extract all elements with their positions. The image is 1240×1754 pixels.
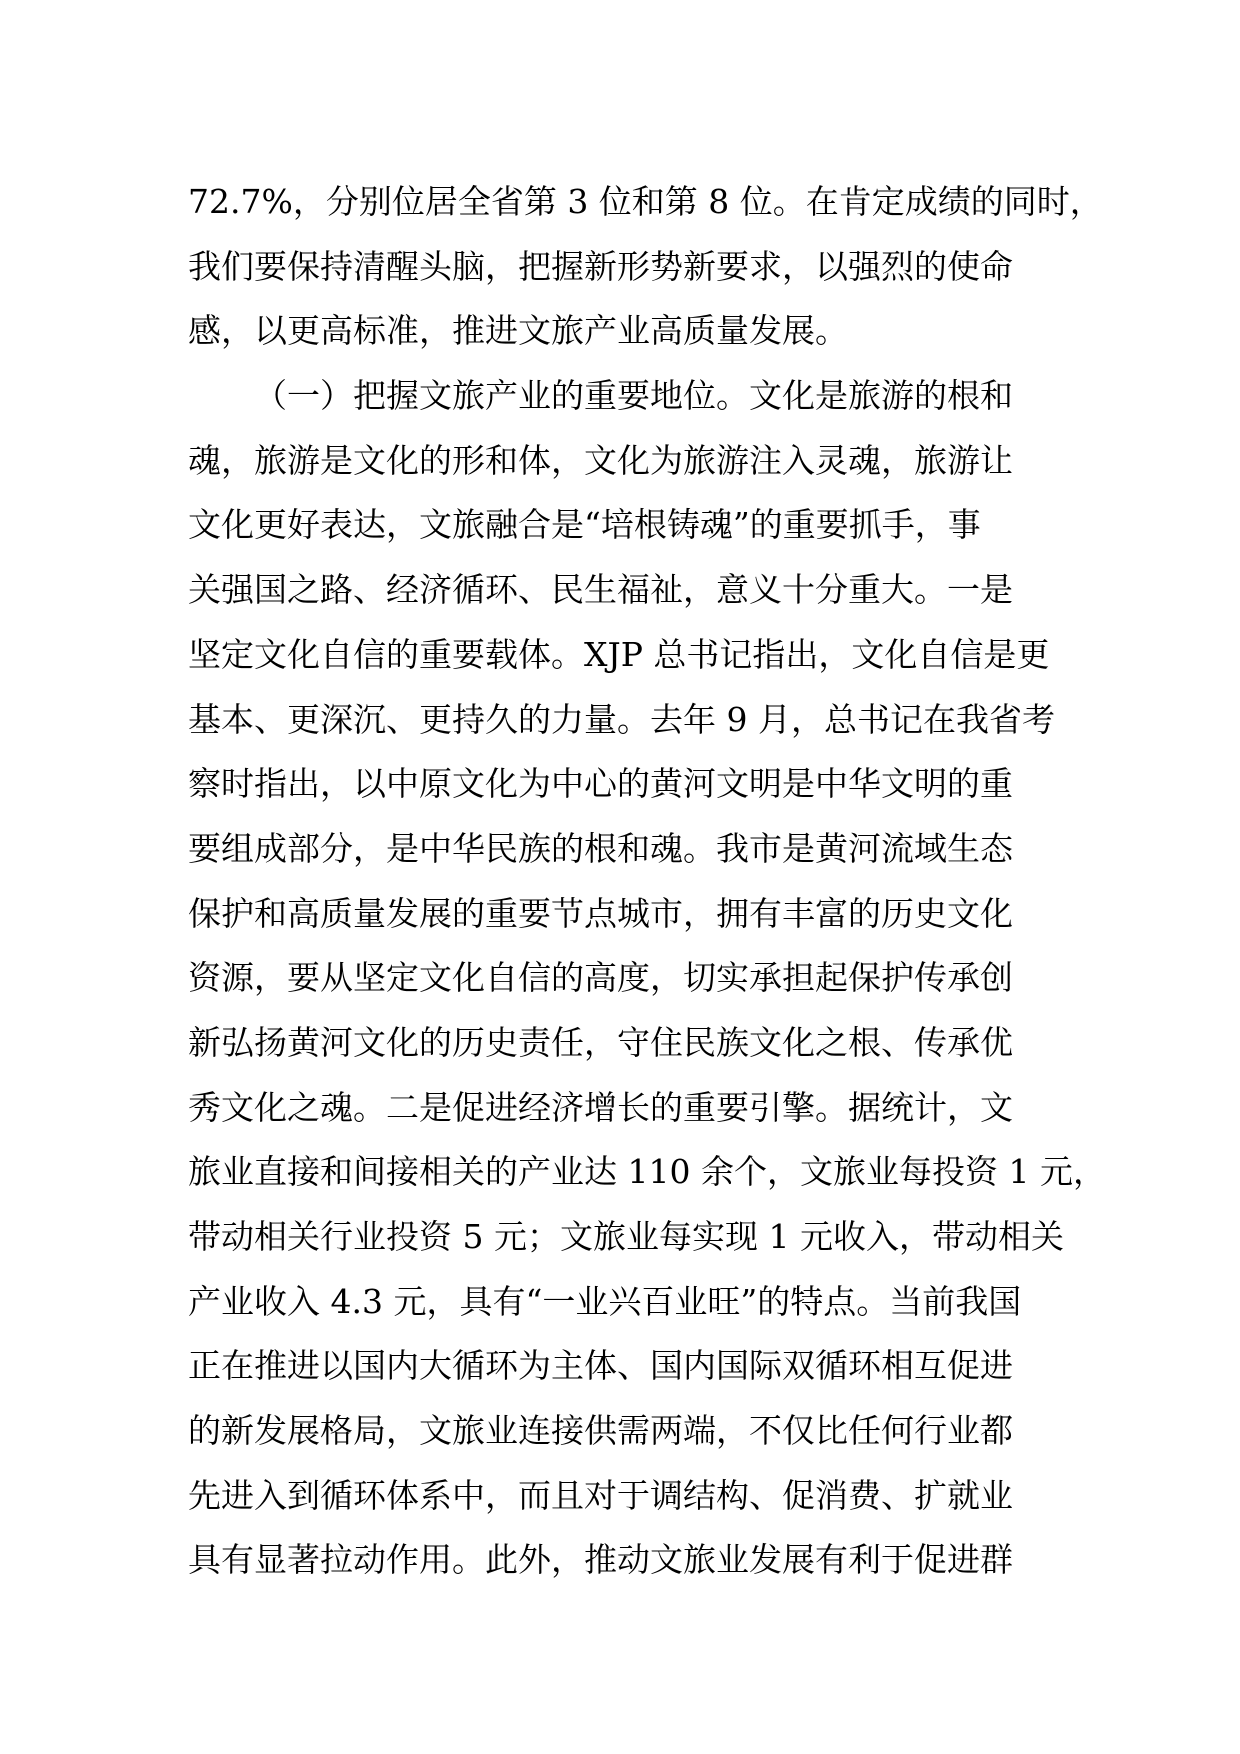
text-line: 72.7%，分别位居全省第 3 位和第 8 位。在肯定成绩的同时， xyxy=(188,182,1103,221)
text-line: 秀文化之魂。二是促进经济增长的重要引擎。据统计，文 xyxy=(188,1087,1013,1127)
section-heading-line: （一）把握文旅产业的重要地位。文化是旅游的根和 xyxy=(254,376,1013,416)
text-line: 新弘扬黄河文化的历史责任，守住民族文化之根、传承优 xyxy=(188,1022,1013,1062)
text-line: 具有显著拉动作用。此外，推动文旅业发展有利于促进群 xyxy=(188,1540,1013,1580)
body-text xyxy=(188,170,1106,1593)
text-line: 我们要保持清醒头脑，把握新形势新要求，以强烈的使命 xyxy=(188,246,1013,286)
text-line: 保护和高质量发展的重要节点城市，拥有丰富的历史文化 xyxy=(188,893,1013,933)
text-line: 资源，要从坚定文化自信的高度，切实承担起保护传承创 xyxy=(188,958,1013,998)
text-line: 旅业直接和间接相关的产业达 110 余个，文旅业每投资 1 元， xyxy=(188,1152,1106,1192)
text-line: 文化更好表达，文旅融合是“培根铸魂”的重要抓手，事 xyxy=(188,505,981,545)
text-line: 带动相关行业投资 5 元；文旅业每实现 1 元收入，带动相关 xyxy=(188,1217,1064,1256)
text-line: 基本、更深沉、更持久的力量。去年 9 月，总书记在我省考 xyxy=(188,699,1055,739)
text-line: 的新发展格局，文旅业连接供需两端，不仅比任何行业都 xyxy=(188,1411,1013,1451)
text-line: 要组成部分，是中华民族的根和魂。我市是黄河流域生态 xyxy=(188,828,1013,868)
text-line: 坚定文化自信的重要载体。XJP 总书记指出，文化自信是更 xyxy=(188,634,1050,674)
text-line: 感，以更高标准，推进文旅产业高质量发展。 xyxy=(188,311,848,351)
text-line: 先进入到循环体系中，而且对于调结构、促消费、扩就业 xyxy=(188,1475,1013,1515)
text-line: 察时指出，以中原文化为中心的黄河文明是中华文明的重 xyxy=(188,764,1013,804)
text-line: 关强国之路、经济循环、民生福祉，意义十分重大。一是 xyxy=(188,570,1013,610)
text-line: 魂，旅游是文化的形和体，文化为旅游注入灵魂，旅游让 xyxy=(188,440,1013,480)
text-line: 正在推进以国内大循环为主体、国内国际双循环相互促进 xyxy=(188,1346,1013,1386)
text-line: 产业收入 4.3 元，具有“一业兴百业旺”的特点。当前我国 xyxy=(188,1281,1022,1321)
